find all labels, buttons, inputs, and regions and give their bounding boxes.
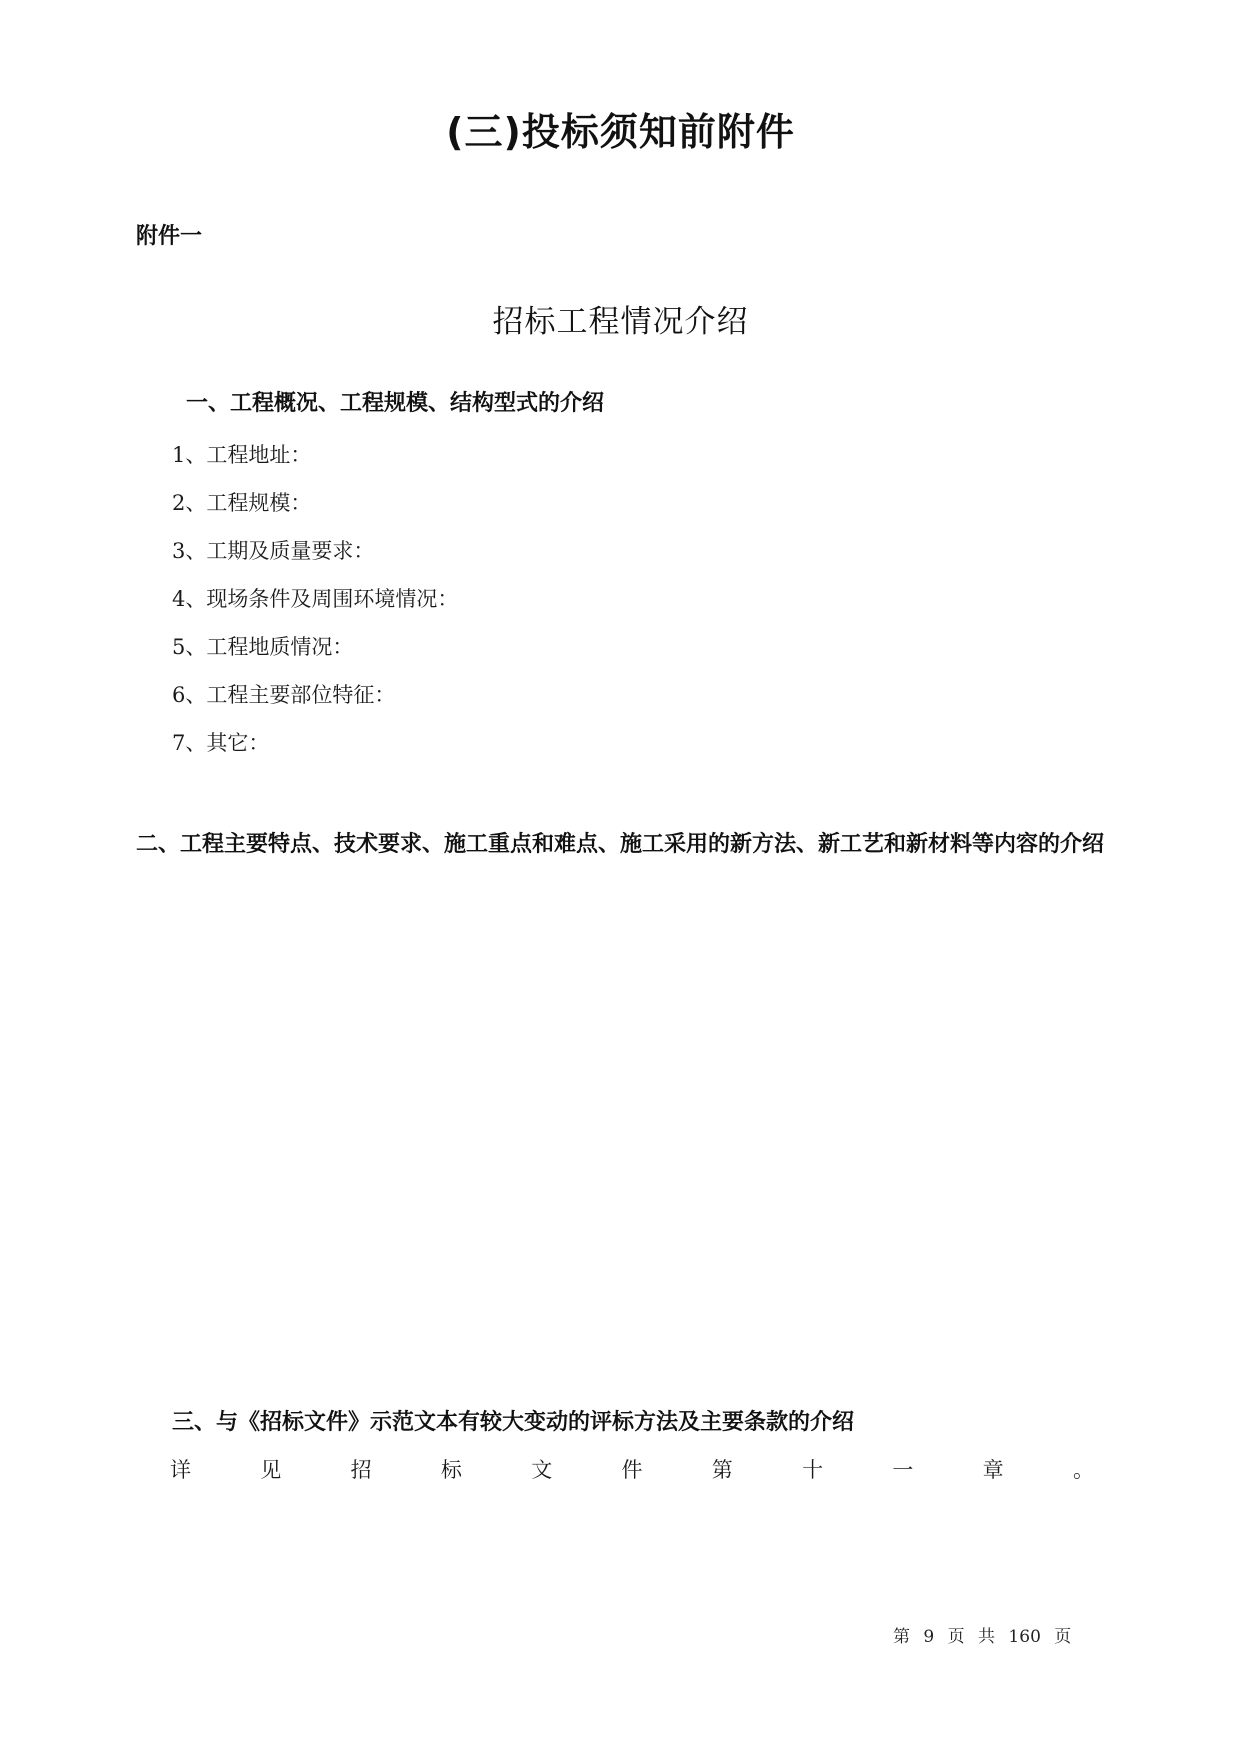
detail-char: 第: [711, 1458, 733, 1482]
detail-char: 一: [892, 1458, 914, 1482]
detail-reference-line: [170, 1455, 1094, 1485]
detail-char: 文: [531, 1458, 553, 1482]
heading-evaluation-changes: 三、与《招标文件》示范文本有较大变动的评标方法及主要条款的介绍: [172, 1410, 855, 1435]
list-item-scale: 2、工程规模：: [172, 491, 312, 515]
list-item-schedule-quality: 3、工期及质量要求：: [172, 539, 375, 563]
page-number-footer: 第 9 页 共 160 页: [893, 1627, 1072, 1647]
list-item-main-parts: 6、工程主要部位特征：: [172, 683, 396, 707]
list-item-other: 7、其它：: [172, 731, 270, 755]
heading-main-features: 二、工程主要特点、技术要求、施工重点和难点、施工采用的新方法、新工艺和新材料等内容的介绍: [136, 832, 1105, 857]
detail-char: 招: [350, 1458, 372, 1482]
detail-char: 见: [260, 1458, 282, 1482]
list-item-site-conditions: 4、现场条件及周围环境情况：: [172, 587, 459, 611]
attachment-label: 附件一: [136, 224, 203, 249]
detail-char: 章: [982, 1458, 1004, 1482]
detail-char: 详: [170, 1458, 191, 1482]
detail-char: 标: [440, 1458, 462, 1482]
detail-char: 件: [621, 1458, 643, 1482]
list-item-address: 1、工程地址：: [172, 443, 312, 467]
detail-char: 十: [802, 1458, 824, 1482]
detail-char: 。: [1072, 1458, 1094, 1482]
list-item-geology: 5、工程地质情况：: [172, 635, 354, 659]
heading-project-overview: 一、工程概况、工程规模、结构型式的介绍: [186, 391, 605, 416]
section-title: 招标工程情况介绍: [492, 304, 749, 340]
main-title: (三)投标须知前附件: [446, 110, 795, 154]
